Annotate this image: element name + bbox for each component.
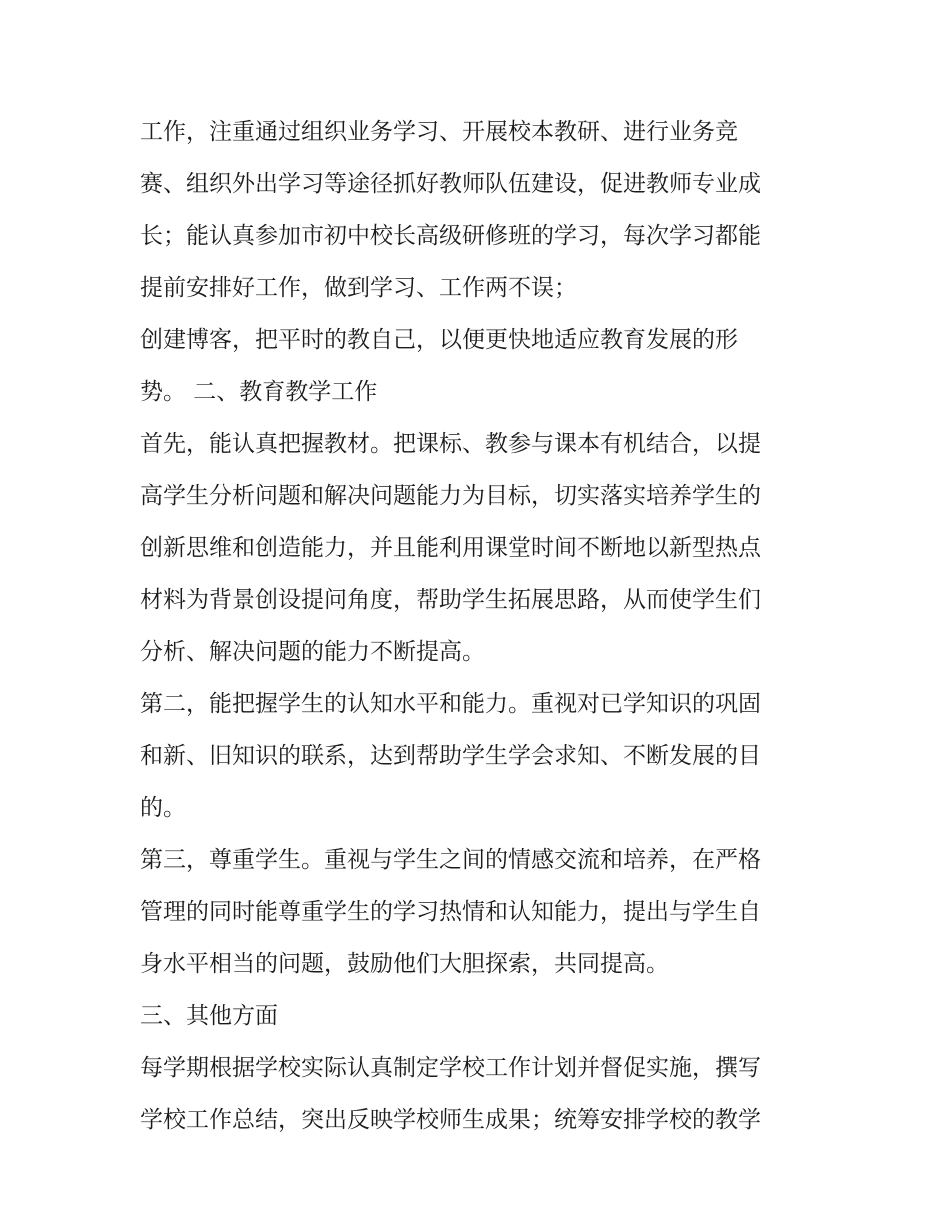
section-heading-line: 三、其他方面 (140, 1003, 278, 1029)
text-line: 创新思维和创造能力，并且能利用课堂时间不断地以新型热点 (140, 535, 761, 561)
text-line: 和新、旧知识的联系，达到帮助学生学会求知、不断发展的目 (140, 743, 761, 769)
text-line: 材料为背景创设提问角度，帮助学生拓展思路，从而使学生们 (140, 587, 761, 613)
text-line: 首先，能认真把握教材。把课标、教参与课本有机结合，以提 (140, 431, 761, 457)
text-line: 学校工作总结，突出反映学校师生成果；统筹安排学校的教学 (140, 1107, 761, 1133)
text-line: 第三，尊重学生。重视与学生之间的情感交流和培养，在严格 (140, 847, 761, 873)
text-line: 工作，注重通过组织业务学习、开展校本教研、进行业务竞 (140, 119, 738, 145)
text-line: 的。 (140, 795, 186, 821)
text-line: 分析、解决问题的能力不断提高。 (140, 639, 485, 665)
text-line: 每学期根据学校实际认真制定学校工作计划并督促实施，撰写 (140, 1055, 761, 1081)
text-line: 长；能认真参加市初中校长高级研修班的学习，每次学习都能 (140, 223, 761, 249)
section-heading-line: 势。 二、教育教学工作 (140, 379, 378, 405)
text-line: 身水平相当的问题，鼓励他们大胆探索，共同提高。 (140, 951, 669, 977)
text-line: 高学生分析问题和解决问题能力为目标，切实落实培养学生的 (140, 483, 761, 509)
text-line: 管理的同时能尊重学生的学习热情和认知能力，提出与学生自 (140, 899, 761, 925)
text-line: 赛、组织外出学习等途径抓好教师队伍建设，促进教师专业成 (140, 171, 761, 197)
text-line: 创建博客，把平时的教自己，以便更快地适应教育发展的形 (140, 327, 738, 353)
document-body (140, 106, 820, 1146)
text-line: 提前安排好工作，做到学习、工作两不误； (140, 275, 577, 301)
text-line: 第二，能把握学生的认知水平和能力。重视对已学知识的巩固 (140, 691, 761, 717)
